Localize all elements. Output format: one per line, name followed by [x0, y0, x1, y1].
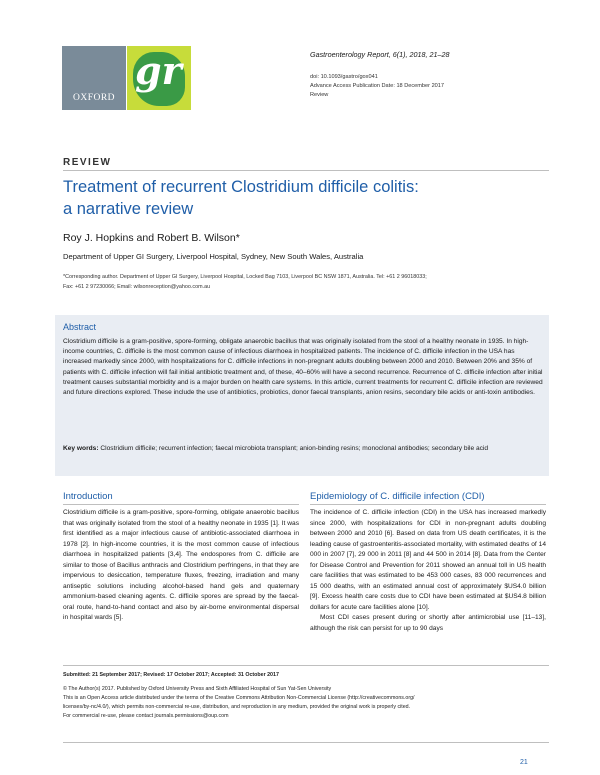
advance-access-date: Advance Access Publication Date: 18 December 2017 — [310, 83, 445, 89]
section-label: REVIEW — [63, 157, 112, 168]
footer-divider — [63, 665, 549, 666]
doi-link[interactable]: doi: 10.1093/gastro/gox041 — [310, 74, 378, 80]
keywords — [63, 444, 543, 454]
license-line-3: For commercial re-use, please contact journals.permissions@oup.com — [63, 713, 229, 719]
article-title — [63, 176, 533, 220]
introduction-heading: Introduction — [63, 491, 113, 502]
corresponding-line-2: Fax: +61 2 97230066; Email: wilsonreception@yahoo.com.au — [63, 283, 211, 290]
epidemiology-rule — [310, 504, 546, 505]
page-bottom-rule — [63, 742, 549, 743]
section-divider — [63, 170, 549, 171]
abstract-text: Clostridium difficile is a gram-positive, spore-forming, obligate anaerobic bacillus that was originally isolated from the stool of a healthy neonate in 1935. In high-income countries, C. difficile is the most common cause of infectious diarrhoea in hospitalized patients. The incidence of C. difficile infection in the USA has increased markedly since 2000, with hospitalizations for C. difficile infections in non-pregnant adults doubling between 2000 and 2010. Between 20% and 35% of patients with C. difficile infection will fail initial antibiotic treatment and, of these, 40–60% will have a second recurrence. Recurrence of C. difficile infection after initial treatment causes substantial morbidity and is a major burden on health care systems. In this article, current treatments for recurrent C. difficile infection are reviewed and future directions explored. These include the use of antibiotics, probiotics, donor faecal transplants, anion resins, secondary bile acids or anti-toxin antibodies. — [63, 338, 543, 397]
title-line-1: Treatment of recurrent Clostridium difficile colitis: — [63, 178, 419, 196]
author-list: Roy J. Hopkins and Robert B. Wilson* — [63, 232, 240, 244]
corresponding-author — [63, 273, 543, 292]
keywords-list: Clostridium difficile; recurrent infection; faecal microbiota transplant; anion-binding resins; monoclonal antibodies; secondary bile acid — [100, 445, 489, 452]
abstract-heading: Abstract — [63, 322, 97, 332]
epidemiology-paragraph-1: The incidence of C. difficile infection (CDI) in the USA has increased markedly since 2000, with hospitalizations for CDI in non-pregnant adults doubling between 2000 and 2010 [6]. Based on data from US death certificates, it is the leading cause of gastroenteritis-associated mortality, with estimated deaths of 14 000 in 2007 [7], 29 000 in 2011 [8] and 44 500 in 2014 [8]. Data from the Center for Disease Control and Prevention for 2011 showed an annual toll in US health care facilities that was estimated to be 453 000 cases, 83 000 recurrences and 15 000 deaths, with an estimated annual cost of approximately $US4.0 billion [9]. Excess health care costs due to CDI have been estimated at $US4.8 billion dollars for acute care facilities alone [10]. — [310, 509, 546, 611]
article-type: Review — [310, 92, 329, 98]
title-line-2: a narrative review — [63, 200, 194, 218]
affiliation: Department of Upper GI Surgery, Liverpool Hospital, Sydney, New South Wales, Australia — [63, 252, 364, 261]
introduction-rule — [63, 504, 299, 505]
license-line-1: This is an Open Access article distributed under the terms of the Creative Commons Attribution Non-Commercial License (http://creativecommons.org/ — [63, 695, 415, 701]
epidemiology-paragraph-2: Most CDI cases present during or shortly after antimicrobial use [11–13], although the risk can persist for up to 90 days — [310, 614, 546, 632]
oxford-logo — [62, 46, 126, 110]
submission-dates: Submitted: 21 September 2017; Revised: 17 October 2017; Accepted: 31 October 2017 — [63, 672, 279, 678]
copyright-line: © The Author(s) 2017. Published by Oxford University Press and Sixth Affiliated Hospital of Sun Yat-Sen University — [63, 686, 332, 692]
journal-logo-text: gr — [135, 48, 182, 93]
introduction-text: Clostridium difficile is a gram-positive, spore-forming, obligate anaerobic bacillus that was originally isolated from the stool of a healthy neonate in 1935 [1]. It was first identified as a major infectious cause of antibiotic-associated diarrhoea in 1978 [2]. In high-income countries, it is the most common cause of infectious diarrhoea in hospitalized patients [3,4]. The endospores from C. difficile are similar to those of Bacillus anthracis and Clostridium perfringens, in that they are impervious to desiccation, temperature fluxes, freezing, irradiation and many antiseptic solutions including alcohol-based hand gels and quaternary ammonium-based cleaning agents. C. difficile spores are spread by the faecal-oral route, hand-to-hand contact and also by air-borne environmental dispersal in hospital wards [5]. — [63, 509, 299, 621]
epidemiology-heading: Epidemiology of C. difficile infection (CDI) — [310, 491, 485, 502]
keywords-label: Key words: — [63, 445, 99, 452]
corresponding-line-1: *Corresponding author. Department of Upper GI Surgery, Liverpool Hospital, Locked Bag 7103, Liverpool BC NSW 1871, Australia. Tel: +61 2 96018033; — [63, 274, 427, 280]
oxford-logo-text: OXFORD — [72, 93, 116, 103]
license-line-2: licenses/by-nc/4.0/), which permits non-commercial re-use, distribution, and reproduction in any medium, provided the original work is properly cited. — [63, 704, 411, 710]
journal-citation: Gastroenterology Report, 6(1), 2018, 21–28 — [310, 50, 450, 59]
page-number: 21 — [520, 759, 528, 766]
epidemiology-text — [310, 508, 546, 634]
journal-logo — [127, 46, 191, 110]
